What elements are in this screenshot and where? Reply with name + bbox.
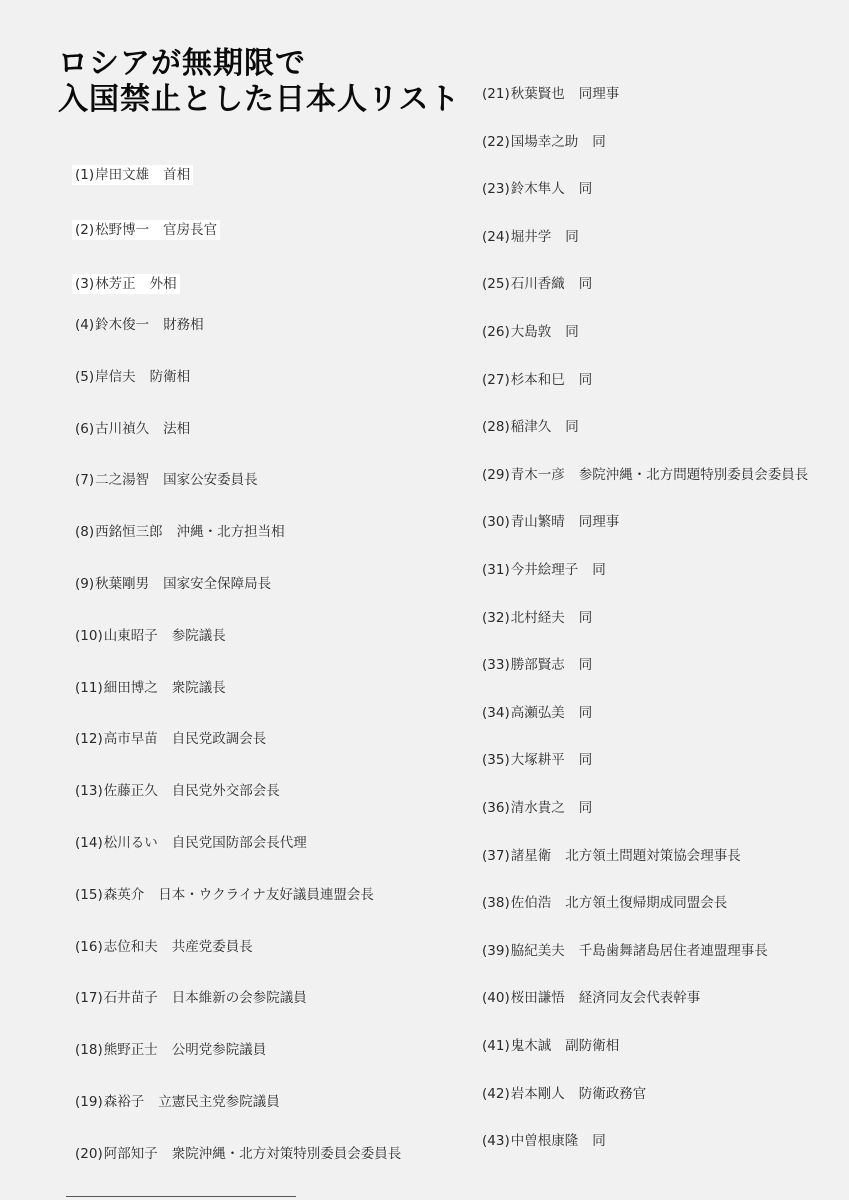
entry-name: 秋葉剛男 <box>95 576 150 592</box>
entry-name: 熊野正士 <box>103 1042 158 1059</box>
list-item <box>72 274 180 294</box>
entry-number: (43) <box>482 1133 510 1150</box>
entry-number: (8) <box>75 524 95 541</box>
list-item <box>75 574 271 594</box>
entry-role: 同 <box>578 800 593 816</box>
entry-name: 岩本剛人 <box>510 1085 565 1102</box>
list-item <box>482 750 592 770</box>
entry-name: 松野博一 <box>95 222 150 238</box>
list-item <box>482 1084 646 1104</box>
entry-number: (41) <box>482 1038 510 1054</box>
entry-name: 志位和夫 <box>103 938 158 955</box>
list-item <box>482 1036 619 1056</box>
entry-number: (25) <box>482 276 510 293</box>
entry-number: (37) <box>482 847 510 864</box>
entry-number: (20) <box>75 1145 103 1162</box>
list-item <box>75 937 253 957</box>
list-item <box>482 655 592 675</box>
entry-number: (36) <box>482 800 510 816</box>
entry-role: 同 <box>578 752 593 769</box>
entry-role: 同 <box>578 657 593 674</box>
entry-role: 自民党政調会長 <box>171 731 267 748</box>
list-item <box>482 608 592 628</box>
entry-name: 山東昭子 <box>103 627 158 644</box>
entry-name: 古川禎久 <box>95 420 150 437</box>
entry-role: 日本・ウクライナ友好議員連盟会長 <box>158 886 374 903</box>
entry-number: (9) <box>75 576 95 592</box>
entry-role: 千島歯舞諸島居住者連盟理事長 <box>578 942 768 959</box>
list-item <box>482 274 592 294</box>
entry-name: 大島敦 <box>510 324 552 340</box>
entry-role: 同 <box>592 1133 606 1150</box>
list-item <box>75 367 190 387</box>
entry-role: 衆院沖縄・北方対策特別委員会委員長 <box>171 1145 402 1162</box>
list-item <box>72 165 193 185</box>
entry-role: 同 <box>565 324 579 340</box>
entry-name: 今井絵理子 <box>510 562 579 578</box>
list-item <box>482 988 700 1008</box>
entry-name: 岸田文雄 <box>95 167 150 183</box>
entry-role: 同 <box>578 181 593 198</box>
list-item <box>75 833 307 853</box>
list-item <box>75 729 266 749</box>
list-item <box>482 846 741 866</box>
entry-role: 衆院議長 <box>171 679 226 696</box>
list-item <box>75 1092 280 1112</box>
list-item <box>75 781 280 801</box>
entry-role: 共産党委員長 <box>171 938 253 955</box>
entry-number: (18) <box>75 1042 103 1059</box>
entry-number: (35) <box>482 752 510 769</box>
entry-number: (1) <box>75 167 95 183</box>
entry-number: (6) <box>75 420 95 437</box>
entry-role: 財務相 <box>163 317 204 333</box>
entry-name: 鈴木俊一 <box>95 317 150 333</box>
entry-role: 外相 <box>149 276 177 292</box>
entry-name: 二之湯智 <box>95 472 150 489</box>
entry-number: (10) <box>75 627 103 644</box>
entry-role: 同理事 <box>578 86 620 102</box>
list-item <box>482 893 727 913</box>
list-item <box>482 322 579 342</box>
entry-number: (16) <box>75 938 103 955</box>
entry-number: (17) <box>75 990 103 1007</box>
entry-role: 同理事 <box>578 514 620 531</box>
entry-number: (19) <box>75 1094 103 1110</box>
entry-role: 北方領土復帰期成同盟会長 <box>565 895 728 912</box>
entry-name: 青山繁晴 <box>510 514 565 531</box>
entry-role: 参院議長 <box>171 627 226 644</box>
entry-name: 大塚耕平 <box>510 752 565 769</box>
title-line-2: 入国禁止とした日本人リスト <box>58 82 461 117</box>
entry-number: (7) <box>75 472 95 489</box>
list-item <box>482 132 606 152</box>
page-title <box>58 46 460 118</box>
list-item <box>482 465 808 485</box>
entry-name: 林芳正 <box>95 276 136 292</box>
entry-name: 勝部賢志 <box>510 657 565 674</box>
list-item <box>482 560 606 580</box>
entry-role: 北方領土問題対策協会理事長 <box>565 847 741 864</box>
entry-name: 秋葉賢也 <box>510 86 565 102</box>
entry-role: 沖縄・北方担当相 <box>176 524 285 541</box>
entry-number: (26) <box>482 324 510 340</box>
entry-role: 同 <box>592 133 606 150</box>
entry-number: (27) <box>482 371 510 388</box>
entry-number: (24) <box>482 228 510 245</box>
list-item <box>75 419 190 439</box>
entry-number: (3) <box>75 276 95 292</box>
entry-number: (39) <box>482 942 510 959</box>
entry-number: (22) <box>482 133 510 150</box>
entry-name: 稲津久 <box>510 419 552 436</box>
entry-name: 高市早苗 <box>103 731 158 748</box>
entry-number: (33) <box>482 657 510 674</box>
list-item <box>72 220 220 240</box>
entry-name: 佐伯浩 <box>510 895 552 912</box>
entry-name: 桜田謙悟 <box>510 990 565 1007</box>
entry-role: 防衛政務官 <box>578 1085 647 1102</box>
entry-role: 副防衛相 <box>565 1038 620 1054</box>
entry-number: (12) <box>75 731 103 748</box>
entry-name: 高瀬弘美 <box>510 704 565 721</box>
entry-name: 佐藤正久 <box>103 783 158 800</box>
entry-name: 松川るい <box>103 835 158 851</box>
entry-number: (38) <box>482 895 510 912</box>
entry-number: (5) <box>75 368 95 385</box>
entry-name: 阿部知子 <box>103 1145 158 1162</box>
entry-number: (21) <box>482 86 510 102</box>
entry-role: 自民党外交部会長 <box>171 783 280 800</box>
entry-role: 同 <box>592 562 606 578</box>
entry-name: 諸星衛 <box>510 847 552 864</box>
entry-name: 細田博之 <box>103 679 158 696</box>
entry-name: 石川香織 <box>510 276 565 293</box>
entry-role: 同 <box>578 276 593 293</box>
entry-number: (23) <box>482 181 510 198</box>
entry-name: 堀井学 <box>510 228 552 245</box>
title-line-1: ロシアが無期限で <box>58 46 306 81</box>
entry-name: 清水貴之 <box>510 800 565 816</box>
entry-role: 官房長官 <box>163 222 218 238</box>
cut-off-divider <box>66 1196 296 1197</box>
list-item <box>75 885 374 905</box>
entry-name: 鬼木誠 <box>510 1038 552 1054</box>
entry-role: 同 <box>578 704 593 721</box>
entry-number: (11) <box>75 679 103 696</box>
list-item <box>482 512 619 532</box>
entry-role: 同 <box>578 371 593 388</box>
entry-number: (42) <box>482 1085 510 1102</box>
entry-name: 森英介 <box>103 886 145 903</box>
list-item <box>75 1040 266 1060</box>
entry-number: (14) <box>75 835 103 851</box>
entry-role: 自民党国防部会長代理 <box>171 835 307 851</box>
entry-name: 中曽根康隆 <box>510 1133 579 1150</box>
entry-role: 日本維新の会参院議員 <box>171 990 307 1007</box>
entry-name: 西銘恒三郎 <box>95 524 163 541</box>
entry-number: (40) <box>482 990 510 1007</box>
entry-name: 森裕子 <box>103 1094 145 1110</box>
list-item <box>482 227 579 247</box>
entry-role: 国家安全保障局長 <box>163 576 272 592</box>
list-item <box>75 522 285 542</box>
entry-number: (2) <box>75 222 95 238</box>
list-item <box>482 179 592 199</box>
list-item <box>75 315 204 335</box>
list-item <box>482 1131 606 1151</box>
entry-number: (28) <box>482 419 510 436</box>
entry-role: 同 <box>565 419 579 436</box>
entry-number: (29) <box>482 466 510 483</box>
entry-number: (4) <box>75 317 95 333</box>
list-item <box>75 470 258 490</box>
entry-name: 鈴木隼人 <box>510 181 565 198</box>
list-item <box>75 1144 401 1164</box>
entry-role: 国家公安委員長 <box>163 472 258 489</box>
entry-name: 脇紀美夫 <box>510 942 565 959</box>
list-item <box>482 798 592 818</box>
list-item <box>482 370 592 390</box>
entry-role: 参院沖縄・北方問題特別委員会委員長 <box>578 466 809 483</box>
entry-number: (32) <box>482 609 510 626</box>
list-item <box>75 988 307 1008</box>
entry-name: 青木一彦 <box>510 466 565 483</box>
entry-role: 経済同友会代表幹事 <box>578 990 701 1007</box>
entry-role: 防衛相 <box>149 368 191 385</box>
entry-role: 同 <box>578 609 593 626</box>
entry-name: 北村経夫 <box>510 609 565 626</box>
entry-number: (31) <box>482 562 510 578</box>
entry-name: 岸信夫 <box>95 368 136 385</box>
list-item <box>482 417 579 437</box>
entry-role: 首相 <box>163 167 191 183</box>
entry-number: (13) <box>75 783 103 800</box>
entry-role: 同 <box>565 228 579 245</box>
entry-role: 公明党参院議員 <box>171 1042 267 1059</box>
list-item <box>75 626 226 646</box>
entry-number: (15) <box>75 886 103 903</box>
list-item <box>482 703 592 723</box>
entry-number: (34) <box>482 704 510 721</box>
entry-role: 法相 <box>163 420 191 437</box>
entry-name: 杉本和巳 <box>510 371 565 388</box>
entry-name: 国場幸之助 <box>510 133 579 150</box>
list-item <box>75 678 226 698</box>
entry-role: 立憲民主党参院議員 <box>158 1094 280 1110</box>
list-item <box>482 941 768 961</box>
entry-name: 石井苗子 <box>103 990 158 1007</box>
entry-number: (30) <box>482 514 510 531</box>
list-item <box>482 84 619 104</box>
